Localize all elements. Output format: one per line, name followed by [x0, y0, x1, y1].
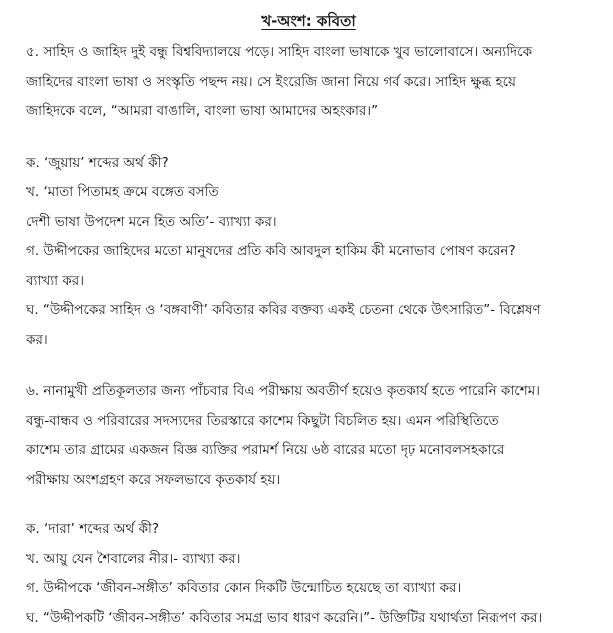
q5-question-kha-line2: দেশী ভাষা উপদেশ মনে হিত অতি’- ব্যাখ্যা কর। [26, 208, 591, 238]
q6-stimulus-line: বন্ধু-বান্ধব ও পরিবারের সদস্যদের তিরস্কারে কাশেম কিছুটা বিচলিত হয়। এমন পরিস্থিতিতে [26, 407, 591, 437]
q5-question-kha-line1: খ. ‘মাতা পিতামহ ক্রমে বঙ্গেত বসতি [26, 178, 591, 208]
q6-stimulus [26, 377, 591, 495]
q5-question-ga-line1: গ. উদ্দীপকের জাহিদের মতো মানুষদের প্রতি কবি আবদুল হাকিম কী মনোভাব পোষণ করেন? [26, 237, 591, 267]
section-title [26, 10, 591, 32]
q6-stimulus-line: ৬. নানামুখী প্রতিকূলতার জন্য পাঁচবার বিএ পরীক্ষায় অবতীর্ণ হয়েও কৃতকার্য হতে পারেনি কাশেম। [26, 377, 591, 407]
section-title-text: খ-অংশ: কবিতা [261, 12, 355, 30]
q6-question-ka: ক. ‘দারা’ শব্দের অর্থ কী? [26, 515, 591, 545]
q5-stimulus-line: জাহিদের বাংলা ভাষা ও সংস্কৃতি পছন্দ নয়। সে ইংরেজি জানা নিয়ে গর্ব করে। সাহিদ ক্ষুব্ধ হয়ে [26, 68, 591, 98]
q5-question-ga-line2: ব্যাখ্যা কর। [26, 267, 591, 297]
q6-question-gha: ঘ. “উদ্দীপকটি ‘জীবন-সঙ্গীত’ কবিতার সমগ্র ভাব ধারণ করেনি।”- উক্তিটির যথার্থতা নিরূপণ কর। [26, 604, 591, 633]
q5-question-gha-line2: কর। [26, 326, 591, 356]
q5-question-ka: ক. ‘জুয়ায়’ শব্দের অর্থ কী? [26, 149, 591, 179]
q6-stimulus-line: কাশেম তার গ্রামের একজন বিজ্ঞ ব্যক্তির পরামর্শ নিয়ে ৬ষ্ঠ বারের মতো দৃঢ় মনোবলসহকারে [26, 436, 591, 466]
q6-question-kha: খ. আয়ু যেন শৈবালের নীর।- ব্যাখ্যা কর। [26, 545, 591, 575]
q6-question-ga: গ. উদ্দীপকে ‘জীবন-সঙ্গীত’ কবিতার কোন দিকটি উন্মোচিত হয়েছে তা ব্যাখ্যা কর। [26, 574, 591, 604]
q6-questions [26, 515, 591, 633]
q5-question-gha-line1: ঘ. “উদ্দীপকের সাহিদ ও ‘বঙ্গবাণী’ কবিতার কবির বক্তব্য একই চেতনা থেকে উৎসারিত”- বিশ্লেষণ [26, 296, 591, 326]
q5-stimulus-line: ৫. সাহিদ ও জাহিদ দুই বন্ধু বিশ্ববিদ্যালয়ে পড়ে। সাহিদ বাংলা ভাষাকে খুব ভালোবাসে। অন্যদিকে [26, 38, 591, 68]
q5-questions [26, 149, 591, 356]
q5-stimulus [26, 38, 591, 127]
q5-stimulus-line: জাহিদকে বলে, “আমরা বাঙালি, বাংলা ভাষা আমাদের অহংকার।” [26, 97, 591, 127]
q6-stimulus-line: পরীক্ষায় অংশগ্রহণ করে সফলভাবে কৃতকার্য হয়। [26, 466, 591, 496]
